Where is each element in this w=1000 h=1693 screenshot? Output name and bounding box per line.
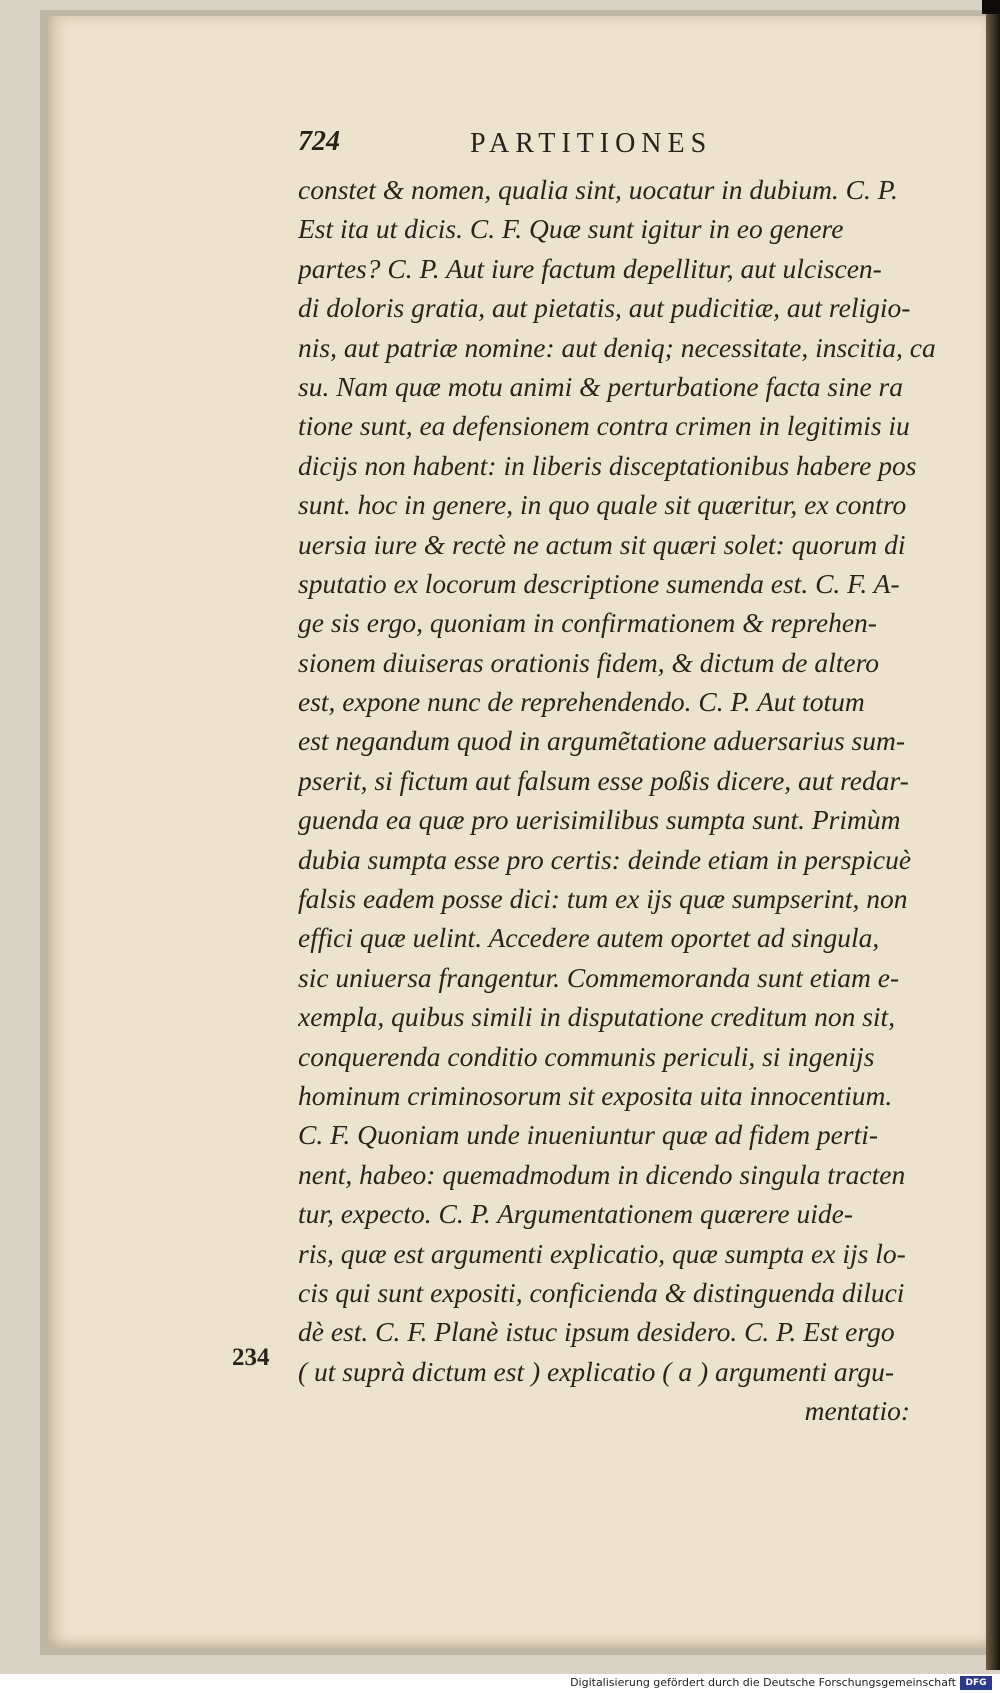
text-line: sunt. hoc in genere, in quo quale sit quæritur, ex contro: [298, 489, 907, 521]
text-line: ris, quæ est argumenti explicatio, quæ sumpta ex ijs lo-: [298, 1237, 906, 1269]
text-line: conquerenda conditio communis periculi, si ingenijs: [298, 1040, 875, 1072]
text-line: effici quæ uelint. Accedere autem oportet ad singula,: [298, 922, 880, 954]
running-title: PARTITIONES: [470, 128, 713, 159]
book-edge: [986, 0, 1000, 1670]
text-line: di doloris gratia, aut pietatis, aut pudicitiæ, aut religio-: [298, 292, 911, 324]
margin-note: 234: [232, 1344, 270, 1371]
body-text: [298, 170, 958, 1431]
footer-credit: Digitalisierung gefördert durch die Deutsche Forschungsgemeinschaft: [570, 1676, 956, 1689]
page-header: [298, 126, 798, 170]
text-line: su. Nam quæ motu animi & perturbatione facta sine ra: [298, 370, 903, 402]
text-line: nis, aut patriæ nomine: aut deniq; necessitate, inscitia, ca: [298, 331, 936, 363]
text-line: sputatio ex locorum descriptione sumenda est. C. F. A-: [298, 567, 900, 599]
catchword: mentatio:: [804, 1395, 910, 1427]
text-line: guenda ea quæ pro uerisimilibus sumpta sunt. Primùm: [298, 804, 901, 836]
text-line: partes? C. P. Aut iure factum depellitur, aut ulciscen-: [298, 252, 882, 284]
text-line: hominum criminosorum sit exposita uita innocentium.: [298, 1079, 893, 1111]
text-line: tur, expecto. C. P. Argumentationem quærere uide-: [298, 1198, 854, 1230]
text-line: falsis eadem posse dici: tum ex ijs quæ sumpserint, non: [298, 883, 908, 915]
text-line: dè est. C. F. Planè istuc ipsum desidero. C. P. Est ergo: [298, 1316, 895, 1348]
text-line: est negandum quod in argumẽtatione aduersarius sum-: [298, 725, 906, 757]
text-line: ge sis ergo, quoniam in confirmationem & reprehen-: [298, 607, 877, 639]
text-line: dicijs non habent: in liberis disceptationibus habere pos: [298, 449, 917, 481]
text-line: xempla, quibus simili in disputatione creditum non sit,: [298, 1001, 896, 1033]
text-line: C. F. Quoniam unde inueniuntur quæ ad fidem perti-: [298, 1119, 879, 1151]
text-line: uersia iure & rectè ne actum sit quæri solet: quorum di: [298, 528, 906, 560]
text-line: cis qui sunt expositi, conficienda & distinguenda diluci: [298, 1276, 905, 1308]
text-line: est, expone nunc de reprehendendo. C. P. Aut totum: [298, 686, 865, 718]
text-line: pserit, si fictum aut falsum esse poßis dicere, aut redar-: [298, 764, 909, 796]
dfg-logo: DFG: [960, 1676, 992, 1690]
text-line: sic uniuersa frangentur. Commemoranda sunt etiam e-: [298, 961, 900, 993]
text-line: Est ita ut dicis. C. F. Quæ sunt igitur in eo genere: [298, 213, 844, 245]
text-line: dubia sumpta esse pro certis: deinde etiam in perspicuè: [298, 843, 912, 875]
text-line: constet & nomen, qualia sint, uocatur in dubium. C. P.: [298, 174, 898, 205]
text-line: nent, habeo: quemadmodum in dicendo singula tracten: [298, 1158, 906, 1190]
text-line: tione sunt, ea defensionem contra crimen in legitimis iu: [298, 410, 910, 442]
page-number: 724: [298, 126, 340, 157]
text-line: sionem diuiseras orationis fidem, & dictum de altero: [298, 646, 880, 678]
text-line: ( ut suprà dictum est ) explicatio ( a ) argumenti argu-: [298, 1355, 894, 1387]
book-edge-corner: [982, 0, 1000, 14]
